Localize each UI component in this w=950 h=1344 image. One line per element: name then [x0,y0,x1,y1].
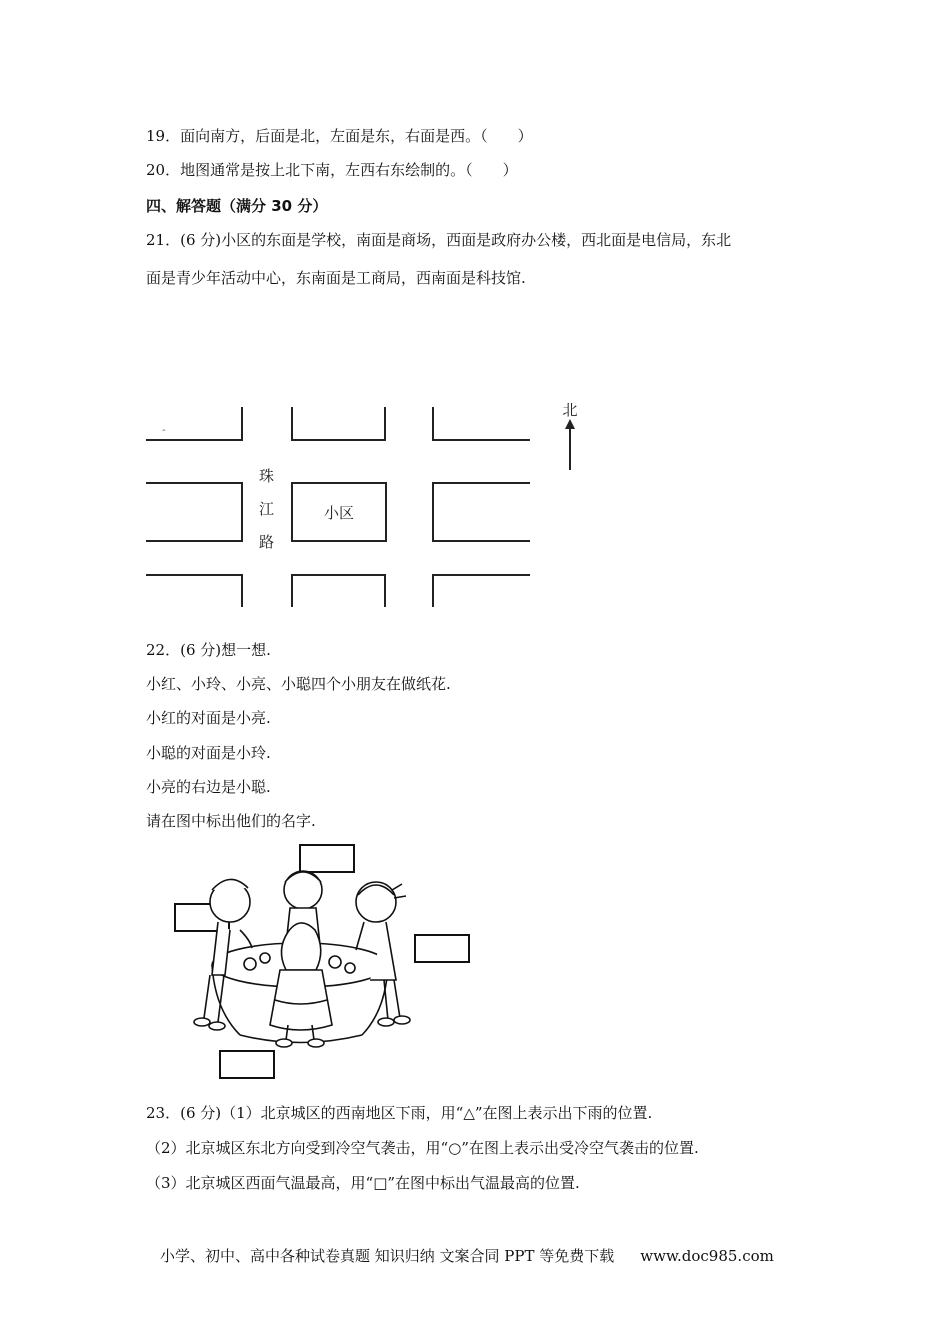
map-block-s [292,575,385,607]
north-label: 北 [562,401,578,419]
map-block-w [146,483,242,541]
question-20: 20．地图通常是按上北下南，左西右东绘制的。（ ） [146,161,518,179]
north-arrow-icon [565,419,575,470]
question-22-line3: 小聪的对面是小玲. [146,744,271,762]
question-23-line1: 23．(6 分)（1）北京城区的西南地区下雨，用“△”在图上表示出下雨的位置. [146,1104,653,1122]
section-heading: 四、解答题（满分 30 分） [146,197,328,215]
question-22-line5: 请在图中标出他们的名字. [146,812,316,830]
footer-url[interactable]: www.doc985.com [640,1247,774,1265]
children-table-illustration [140,840,480,1085]
map-block-e [433,483,530,541]
map-block-ne [433,407,530,440]
map-block-sw [146,575,242,607]
question-22-line1: 小红、小玲、小亮、小聪四个小朋友在做纸花. [146,675,451,693]
footer-text: 小学、初中、高中各种试卷真题 知识归纳 文案合同 PPT 等免费下载 [160,1247,615,1265]
question-22-line4: 小亮的右边是小聪. [146,778,271,796]
map-block-n [292,407,385,440]
page-footer [160,1245,774,1266]
svg-text:-: - [162,425,166,436]
road-char-1: 珠 [259,467,275,485]
question-23-line3: （3）北京城区西面气温最高，用“□”在图中标出气温最高的位置. [146,1174,580,1192]
question-21-line1: 21．(6 分)小区的东面是学校，南面是商场，西面是政府办公楼，西北面是电信局，东北 [146,231,732,249]
answer-box-right[interactable] [415,935,469,962]
road-char-2: 江 [259,500,275,518]
question-23-line2: （2）北京城区东北方向受到冷空气袭击，用“○”在图上表示出受冷空气袭击的位置. [146,1139,699,1157]
answer-box-bottom[interactable] [220,1051,274,1078]
map-block-se [433,575,530,607]
community-map [140,395,590,610]
map-block-nw [146,407,242,440]
question-22-line2: 小红的对面是小亮. [146,709,271,727]
table-and-children [194,871,410,1047]
answer-box-top[interactable] [300,845,354,872]
road-char-3: 路 [259,533,275,551]
question-19: 19．面向南方，后面是北，左面是东，右面是西。（ ） [146,127,533,145]
question-21-line2: 面是青少年活动中心，东南面是工商局，西南面是科技馆. [146,269,526,287]
question-22-title: 22．(6 分)想一想. [146,641,271,659]
map-center-label: 小区 [323,504,355,522]
